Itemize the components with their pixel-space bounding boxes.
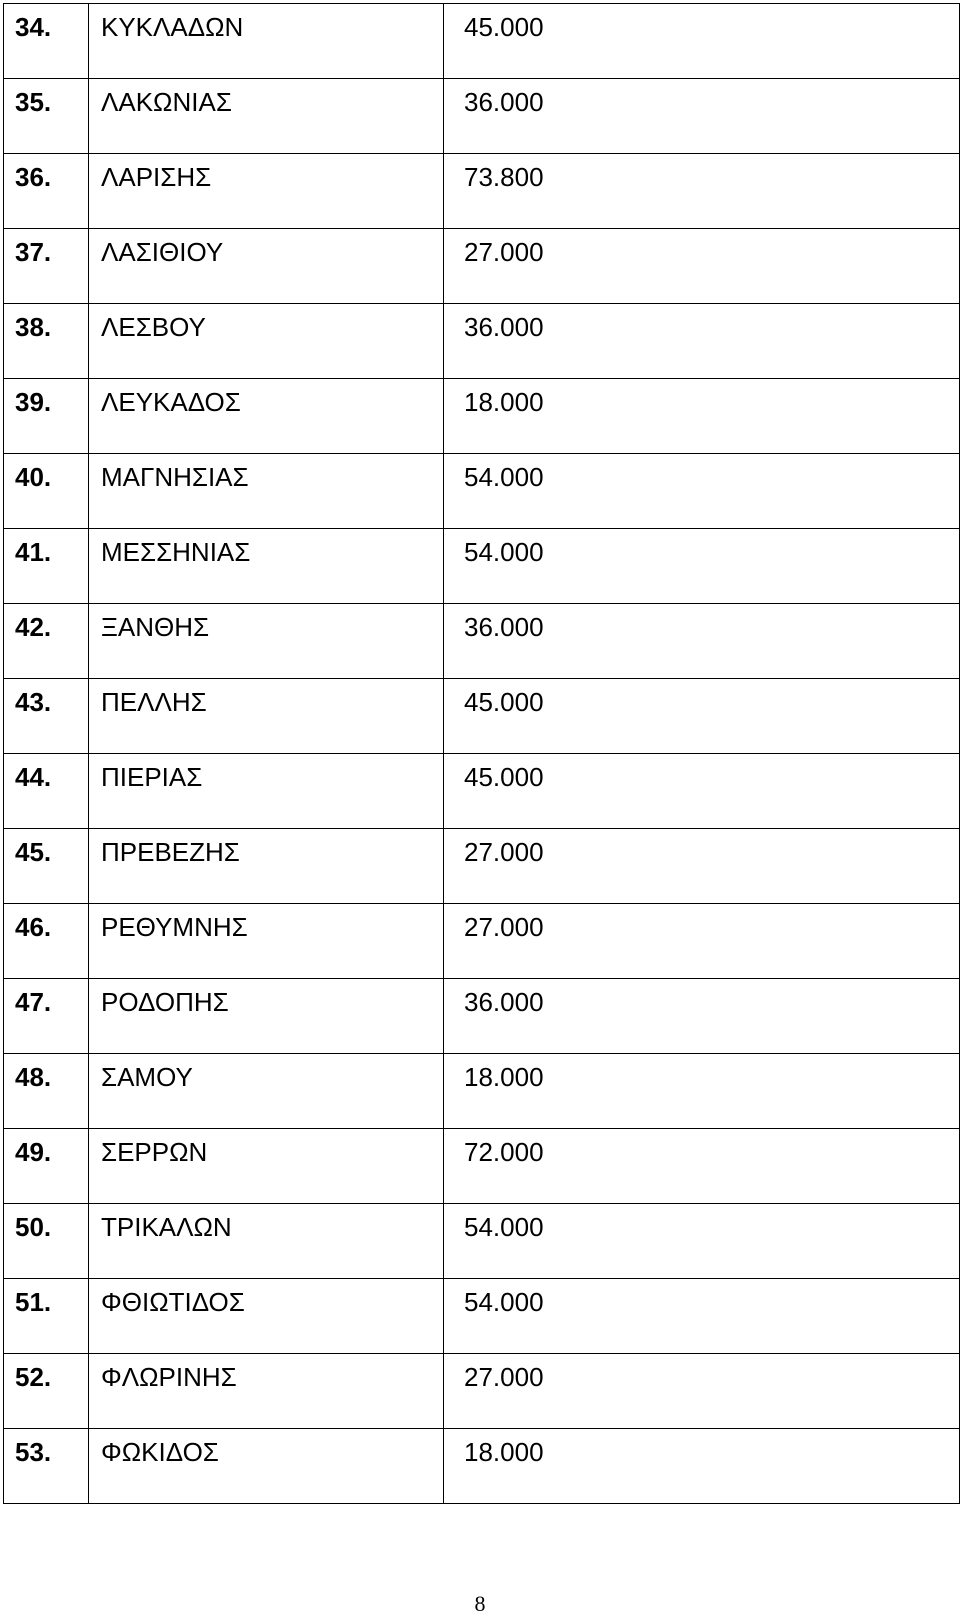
amount-value: 27.000 [464, 837, 544, 867]
row-number-cell [4, 79, 89, 154]
row-number: 50. [15, 1212, 52, 1242]
row-number: 35. [15, 87, 52, 117]
prefecture-name: ΣΕΡΡΩΝ [101, 1137, 208, 1167]
row-number-cell [4, 1204, 89, 1279]
prefecture-name-cell [89, 604, 444, 679]
table-body [4, 4, 960, 1504]
amount-value-cell [444, 1129, 960, 1204]
prefecture-name: ΣΑΜΟΥ [101, 1062, 193, 1092]
row-number: 49. [15, 1137, 52, 1167]
prefecture-name-cell [89, 79, 444, 154]
amount-value-cell [444, 379, 960, 454]
amount-value-cell [444, 1054, 960, 1129]
row-number-cell [4, 154, 89, 229]
prefecture-name: ΠΕΛΛΗΣ [101, 687, 207, 717]
row-number: 46. [15, 912, 52, 942]
amount-value-cell [444, 604, 960, 679]
table-row [4, 604, 960, 679]
prefecture-name: ΛΑΚΩΝΙΑΣ [101, 87, 232, 117]
amount-value: 54.000 [464, 462, 544, 492]
row-number-cell [4, 304, 89, 379]
table-row [4, 1279, 960, 1354]
prefecture-name-cell [89, 529, 444, 604]
row-number-cell [4, 529, 89, 604]
prefecture-name-cell [89, 754, 444, 829]
prefecture-name-cell [89, 1279, 444, 1354]
row-number-cell [4, 4, 89, 79]
amount-value: 18.000 [464, 1062, 544, 1092]
amount-value: 36.000 [464, 612, 544, 642]
row-number-cell [4, 679, 89, 754]
table-row [4, 79, 960, 154]
row-number: 45. [15, 837, 52, 867]
row-number-cell [4, 829, 89, 904]
prefecture-name-cell [89, 679, 444, 754]
amount-value: 45.000 [464, 762, 544, 792]
page-number: 8 [474, 1591, 486, 1616]
amount-value-cell [444, 529, 960, 604]
table-row [4, 904, 960, 979]
prefecture-name-cell [89, 4, 444, 79]
amount-value-cell [444, 679, 960, 754]
amount-value: 18.000 [464, 1437, 544, 1467]
amount-value: 36.000 [464, 987, 544, 1017]
row-number: 37. [15, 237, 52, 267]
table-row [4, 154, 960, 229]
prefecture-name: ΦΛΩΡΙΝΗΣ [101, 1362, 237, 1392]
prefecture-name: ΛΕΥΚΑΔΟΣ [101, 387, 241, 417]
prefecture-name-cell [89, 1129, 444, 1204]
prefecture-name-cell [89, 1354, 444, 1429]
prefecture-name-cell [89, 904, 444, 979]
table-row [4, 1429, 960, 1504]
table-row [4, 529, 960, 604]
prefecture-name: ΡΟΔΟΠΗΣ [101, 987, 229, 1017]
amount-value-cell [444, 904, 960, 979]
row-number: 40. [15, 462, 52, 492]
prefecture-name: ΠΙΕΡΙΑΣ [101, 762, 203, 792]
row-number-cell [4, 1354, 89, 1429]
prefecture-name: ΤΡΙΚΑΛΩΝ [101, 1212, 232, 1242]
amount-value: 73.800 [464, 162, 544, 192]
table-row [4, 979, 960, 1054]
amount-value-cell [444, 229, 960, 304]
prefecture-name: ΛΕΣΒΟΥ [101, 312, 206, 342]
prefecture-name: ΚΥΚΛΑΔΩΝ [101, 12, 244, 42]
amount-value: 27.000 [464, 1362, 544, 1392]
prefecture-name: ΛΑΡΙΣΗΣ [101, 162, 212, 192]
amount-value: 36.000 [464, 312, 544, 342]
row-number-cell [4, 454, 89, 529]
amount-value-cell [444, 454, 960, 529]
row-number: 42. [15, 612, 52, 642]
amount-value-cell [444, 979, 960, 1054]
row-number: 41. [15, 537, 52, 567]
row-number: 53. [15, 1437, 52, 1467]
row-number-cell [4, 979, 89, 1054]
amount-value-cell [444, 1279, 960, 1354]
amount-value: 54.000 [464, 1287, 544, 1317]
amount-value: 27.000 [464, 912, 544, 942]
table-row [4, 304, 960, 379]
amount-value: 45.000 [464, 12, 544, 42]
amount-value: 45.000 [464, 687, 544, 717]
amount-value: 54.000 [464, 1212, 544, 1242]
row-number: 38. [15, 312, 52, 342]
amount-value: 72.000 [464, 1137, 544, 1167]
amount-value-cell [444, 4, 960, 79]
row-number: 51. [15, 1287, 52, 1317]
prefecture-name: ΦΩΚΙΔΟΣ [101, 1437, 219, 1467]
prefecture-name-cell [89, 304, 444, 379]
table-row [4, 1204, 960, 1279]
row-number: 34. [15, 12, 52, 42]
prefecture-name: ΜΕΣΣΗΝΙΑΣ [101, 537, 251, 567]
table-row [4, 454, 960, 529]
row-number: 44. [15, 762, 52, 792]
table-row [4, 379, 960, 454]
table-row [4, 4, 960, 79]
amount-value-cell [444, 1429, 960, 1504]
row-number: 39. [15, 387, 52, 417]
amount-value: 36.000 [464, 87, 544, 117]
prefecture-name-cell [89, 1204, 444, 1279]
row-number-cell [4, 379, 89, 454]
prefecture-name: ΞΑΝΘΗΣ [101, 612, 210, 642]
row-number-cell [4, 1129, 89, 1204]
prefecture-name-cell [89, 454, 444, 529]
prefecture-table [3, 3, 960, 1504]
table-row [4, 1054, 960, 1129]
prefecture-name-cell [89, 379, 444, 454]
row-number-cell [4, 754, 89, 829]
table-row [4, 754, 960, 829]
prefecture-name-cell [89, 229, 444, 304]
prefecture-name-cell [89, 154, 444, 229]
row-number-cell [4, 229, 89, 304]
amount-value: 18.000 [464, 387, 544, 417]
prefecture-name: ΦΘΙΩΤΙΔΟΣ [101, 1287, 245, 1317]
table-row [4, 229, 960, 304]
prefecture-name-cell [89, 1054, 444, 1129]
table-row [4, 829, 960, 904]
table-row [4, 679, 960, 754]
row-number-cell [4, 904, 89, 979]
table-row [4, 1129, 960, 1204]
amount-value-cell [444, 754, 960, 829]
amount-value-cell [444, 79, 960, 154]
amount-value-cell [444, 304, 960, 379]
row-number: 48. [15, 1062, 52, 1092]
row-number-cell [4, 1279, 89, 1354]
amount-value-cell [444, 1204, 960, 1279]
amount-value-cell [444, 829, 960, 904]
table-row [4, 1354, 960, 1429]
amount-value-cell [444, 154, 960, 229]
row-number: 43. [15, 687, 52, 717]
prefecture-name-cell [89, 979, 444, 1054]
row-number: 47. [15, 987, 52, 1017]
row-number-cell [4, 1429, 89, 1504]
row-number-cell [4, 1054, 89, 1129]
amount-value: 27.000 [464, 237, 544, 267]
prefecture-name-cell [89, 829, 444, 904]
row-number-cell [4, 604, 89, 679]
prefecture-name: ΠΡΕΒΕΖΗΣ [101, 837, 240, 867]
row-number: 52. [15, 1362, 52, 1392]
prefecture-name: ΛΑΣΙΘΙΟΥ [101, 237, 224, 267]
row-number: 36. [15, 162, 52, 192]
prefecture-name: ΜΑΓΝΗΣΙΑΣ [101, 462, 249, 492]
amount-value: 54.000 [464, 537, 544, 567]
prefecture-name: ΡΕΘΥΜΝΗΣ [101, 912, 248, 942]
amount-value-cell [444, 1354, 960, 1429]
prefecture-name-cell [89, 1429, 444, 1504]
